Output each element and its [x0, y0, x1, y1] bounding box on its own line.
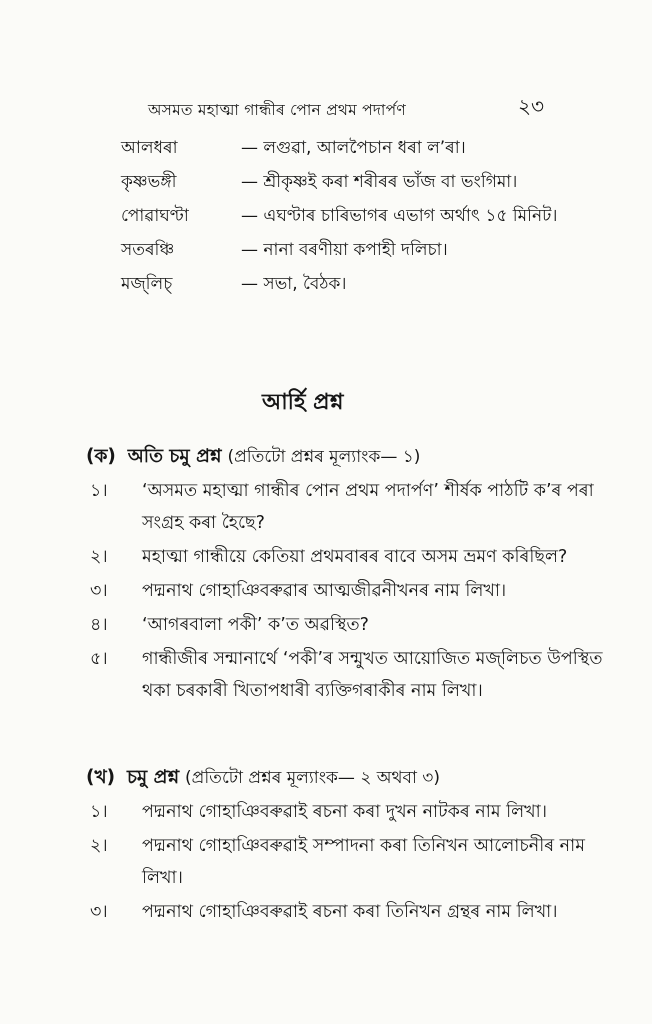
question-item: [86, 541, 606, 573]
glossary-term: পোৱাঘণ্টা: [121, 206, 189, 226]
question-number: ২।: [90, 547, 108, 567]
group-letter: (খ): [86, 767, 116, 788]
question-text: ‘অসমত মহাত্মা গান্ধীৰ পোন প্ৰথম পদাৰ্পণ’ শীৰ্ষক পাঠটি ক’ৰ পৰা সংগ্ৰহ কৰা হৈছে?: [142, 481, 594, 533]
glossary: [121, 133, 601, 299]
question-number: ৩।: [90, 581, 108, 601]
glossary-term: কৃষ্ণভঙ্গী: [121, 172, 177, 192]
glossary-row: [121, 201, 601, 231]
question-number: ৪।: [90, 615, 108, 635]
glossary-term: আলধৰা: [121, 138, 178, 158]
question-text: ‘আগৰবালা পকী’ ক’ত অৱস্থিত?: [142, 615, 369, 635]
question-number: ৫।: [90, 649, 108, 669]
question-text: পদ্মনাথ গোহাঞিবৰুৱাই সম্পাদনা কৰা তিনিখন আলোচনীৰ নাম লিখা।: [142, 836, 585, 888]
glossary-row: [121, 235, 601, 265]
section-title: আৰ্হি প্ৰশ্ন: [262, 390, 344, 415]
page-number: ২৩: [518, 94, 545, 118]
question-number: ১।: [90, 481, 108, 501]
question-number: ২।: [90, 836, 108, 856]
glossary-definition: — শ্ৰীকৃষ্ণই কৰা শৰীৰৰ ভাঁজ বা ভংগিমা।: [241, 172, 518, 192]
question-item: [86, 475, 606, 539]
glossary-term: সতৰঞ্চি: [121, 240, 175, 260]
question-group-short: [86, 762, 606, 928]
question-group-heading: [86, 762, 606, 794]
glossary-row: [121, 133, 601, 163]
question-number: ১।: [90, 802, 108, 822]
group-letter: (ক): [86, 446, 116, 467]
group-name: অতি চমু প্ৰশ্ন: [127, 446, 222, 467]
group-name: চমু প্ৰশ্ন: [126, 767, 180, 788]
question-group-heading: [86, 441, 606, 473]
group-marks: (প্ৰতিটো প্ৰশ্নৰ মূল্যাংক— ২ অথবা ৩): [185, 768, 440, 788]
question-text: পদ্মনাথ গোহাঞিবৰুৱাই ৰচনা কৰা দুখন নাটকৰ নাম লিখা।: [142, 802, 547, 822]
glossary-definition: — এঘণ্টাৰ চাৰিভাগৰ এভাগ অৰ্থাৎ ১৫ মিনিট।: [241, 206, 558, 226]
glossary-definition: — নানা বৰণীয়া কপাহী দলিচা।: [241, 240, 448, 260]
question-text: পদ্মনাথ গোহাঞিবৰুৱাই ৰচনা কৰা তিনিখন গ্ৰন্থৰ নাম লিখা।: [142, 902, 558, 922]
glossary-term: মজ্‌লিচ্: [121, 274, 173, 294]
glossary-definition: — লগুৱা, আলপৈচান ধৰা ল’ৰা।: [241, 138, 466, 158]
question-item: [86, 643, 606, 707]
glossary-row: [121, 269, 601, 299]
question-item: [86, 609, 606, 641]
group-marks: (প্ৰতিটো প্ৰশ্নৰ মূল্যাংক— ১): [227, 447, 421, 467]
glossary-row: [121, 167, 601, 197]
question-text: গান্ধীজীৰ সন্মানাৰ্থে ‘পকী’ৰ সন্মুখত আয়োজিত মজ্‌লিচত উপস্থিত থকা চৰকাৰী খিতাপধাৰী ব্যক্তিগৰাকীৰ নাম লিখা।: [142, 649, 603, 701]
question-item: [86, 830, 606, 894]
question-item: [86, 796, 606, 828]
question-item: [86, 575, 606, 607]
question-item: [86, 896, 606, 928]
question-text: মহাত্মা গান্ধীয়ে কেতিয়া প্ৰথমবাৰৰ বাবে অসম ভ্ৰমণ কৰিছিল?: [142, 547, 568, 567]
question-number: ৩।: [90, 902, 108, 922]
question-group-very-short: [86, 441, 606, 707]
glossary-definition: — সভা, বৈঠক।: [241, 274, 347, 294]
question-text: পদ্মনাথ গোহাঞিবৰুৱাৰ আত্মজীৱনীখনৰ নাম লিখা।: [142, 581, 507, 601]
running-title: অসমত মহাত্মা গান্ধীৰ পোন প্ৰথম পদাৰ্পণ: [148, 101, 406, 119]
